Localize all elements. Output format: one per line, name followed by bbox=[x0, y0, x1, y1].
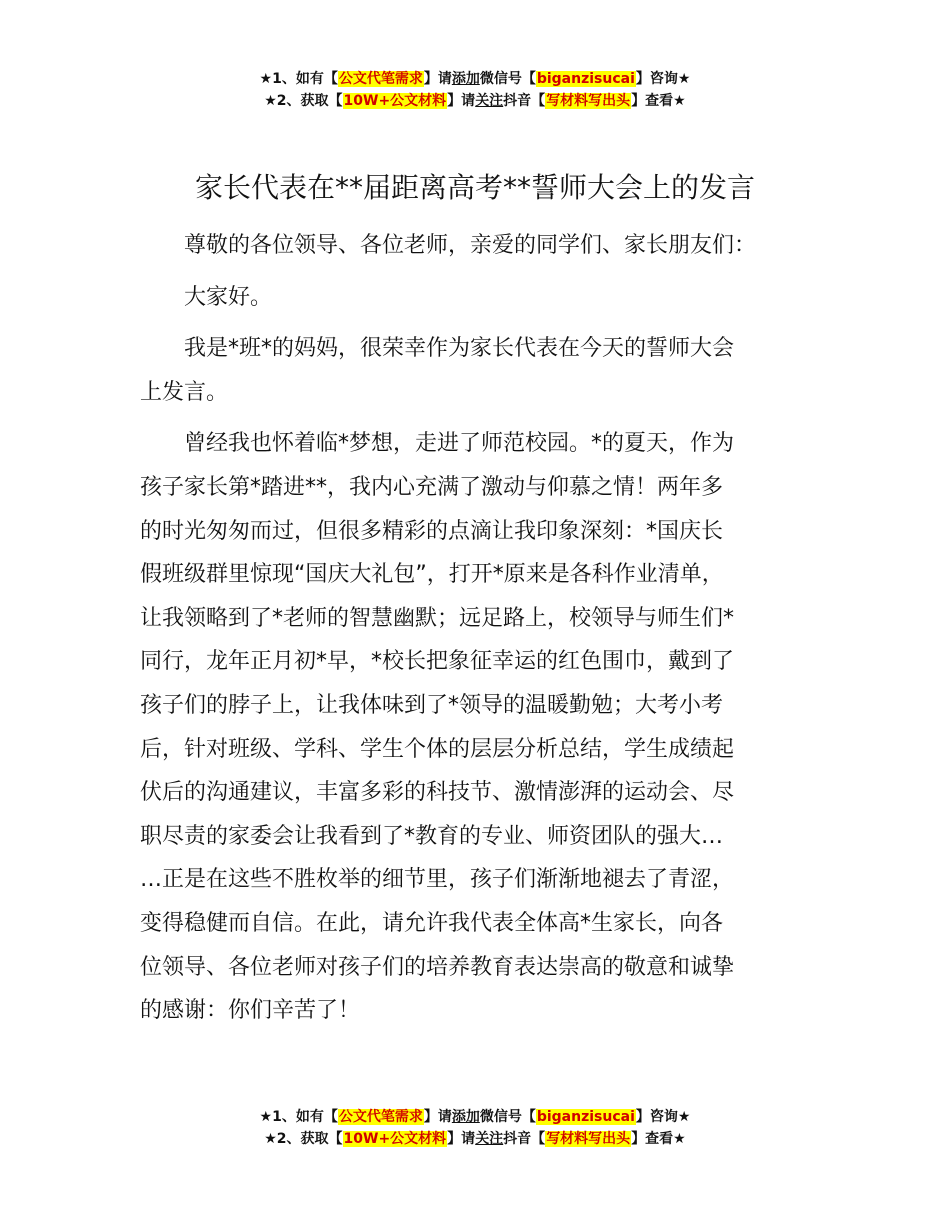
wechat-id: biganzisucai bbox=[536, 1109, 635, 1125]
paragraph-line: 假班级群里惊现“国庆大礼包”，打开*原来是各科作业清单， bbox=[140, 562, 724, 588]
banner-text: 抖音【 bbox=[503, 1131, 546, 1147]
paragraph-salutation bbox=[140, 224, 832, 268]
paragraph-line: 变得稳健而自信。在此，请允许我代表全体高*生家长，向各 bbox=[140, 910, 724, 936]
paragraph-line: 孩子家长第*踏进**，我内心充满了激动与仰慕之情！两年多 bbox=[140, 474, 724, 500]
paragraph-line: 的感谢：你们辛苦了！ bbox=[140, 998, 361, 1024]
banner-text: 】查看★ bbox=[631, 1131, 686, 1147]
paragraph-line: 孩子们的脖子上，让我体味到了*领导的温暖勤勉；大考小考 bbox=[140, 692, 724, 718]
paragraph-greeting bbox=[140, 276, 832, 320]
banner-line-1 bbox=[0, 68, 950, 90]
banner-text: ★2、获取【 bbox=[264, 93, 343, 109]
banner-text: 关注 bbox=[475, 1131, 504, 1147]
paragraph-line: 我是*班*的妈妈，很荣幸作为家长代表在今天的誓师大会 bbox=[184, 336, 735, 362]
paragraph-line: 的时光匆匆而过，但很多精彩的点滴让我印象深刻：*国庆长 bbox=[140, 518, 724, 544]
banner-text: 微信号【 bbox=[479, 1109, 536, 1125]
paragraph-line: 大家好。 bbox=[184, 284, 273, 310]
highlight-text: 10W+公文材料 bbox=[343, 93, 447, 109]
douyin-name: 写材料写出头 bbox=[546, 1131, 631, 1147]
highlight-text: 10W+公文材料 bbox=[343, 1131, 447, 1147]
banner-text: 抖音【 bbox=[503, 93, 546, 109]
banner-text: 】查看★ bbox=[631, 93, 686, 109]
banner-text: ★1、如有【 bbox=[259, 1109, 338, 1125]
banner-text: 】请 bbox=[447, 1131, 476, 1147]
paragraph-line: …正是在这些不胜枚举的细节里，孩子们渐渐地褪去了青涩， bbox=[140, 867, 735, 893]
header-banner bbox=[0, 68, 950, 112]
paragraph-line: 上发言。 bbox=[140, 379, 229, 405]
banner-text: 】咨询★ bbox=[635, 71, 691, 87]
banner-text: 】咨询★ bbox=[635, 1109, 691, 1125]
paragraph-line: 伏后的沟通建议，丰富多彩的科技节、激情澎湃的运动会、尽 bbox=[140, 780, 735, 806]
paragraph-line: 后，针对班级、学科、学生个体的层层分析总结，学生成绩起 bbox=[140, 736, 735, 762]
banner-text: 】请 bbox=[423, 1109, 452, 1125]
wechat-id: biganzisucai bbox=[536, 71, 635, 87]
paragraph-line: 曾经我也怀着临*梦想，走进了师范校园。*的夏天，作为 bbox=[184, 431, 735, 457]
banner-line-2 bbox=[0, 1128, 950, 1150]
banner-text: 添加 bbox=[451, 71, 480, 87]
banner-text: 微信号【 bbox=[479, 71, 536, 87]
banner-line-2 bbox=[0, 90, 950, 112]
document-title: 家长代表在**届距离高考**誓师大会上的发言 bbox=[194, 171, 755, 204]
highlight-text: 公文代笔需求 bbox=[338, 1109, 423, 1125]
douyin-name: 写材料写出头 bbox=[546, 93, 631, 109]
banner-text: 关注 bbox=[475, 93, 504, 109]
banner-line-1 bbox=[0, 1106, 950, 1128]
paragraph-line: 尊敬的各位领导、各位老师，亲爱的同学们、家长朋友们： bbox=[184, 233, 757, 258]
banner-text: 】请 bbox=[447, 93, 476, 109]
paragraph-line: 同行，龙年正月初*早，*校长把象征幸运的红色围巾，戴到了 bbox=[140, 649, 735, 675]
banner-text: ★2、获取【 bbox=[264, 1131, 343, 1147]
highlight-text: 公文代笔需求 bbox=[338, 71, 423, 87]
paragraph-intro bbox=[140, 327, 832, 414]
footer-banner bbox=[0, 1106, 950, 1150]
paragraph-line: 职尽责的家委会让我看到了*教育的专业、师资团队的强大… bbox=[140, 823, 724, 849]
paragraph-main bbox=[140, 422, 832, 1032]
paragraph-line: 位领导、各位老师对孩子们的培养教育表达崇高的敬意和诚挚 bbox=[140, 954, 735, 980]
banner-text: 】请 bbox=[423, 71, 452, 87]
paragraph-line: 让我领略到了*老师的智慧幽默；远足路上，校领导与师生们* bbox=[140, 605, 735, 631]
document-body bbox=[140, 224, 832, 1041]
banner-text: ★1、如有【 bbox=[259, 71, 338, 87]
banner-text: 添加 bbox=[451, 1109, 480, 1125]
